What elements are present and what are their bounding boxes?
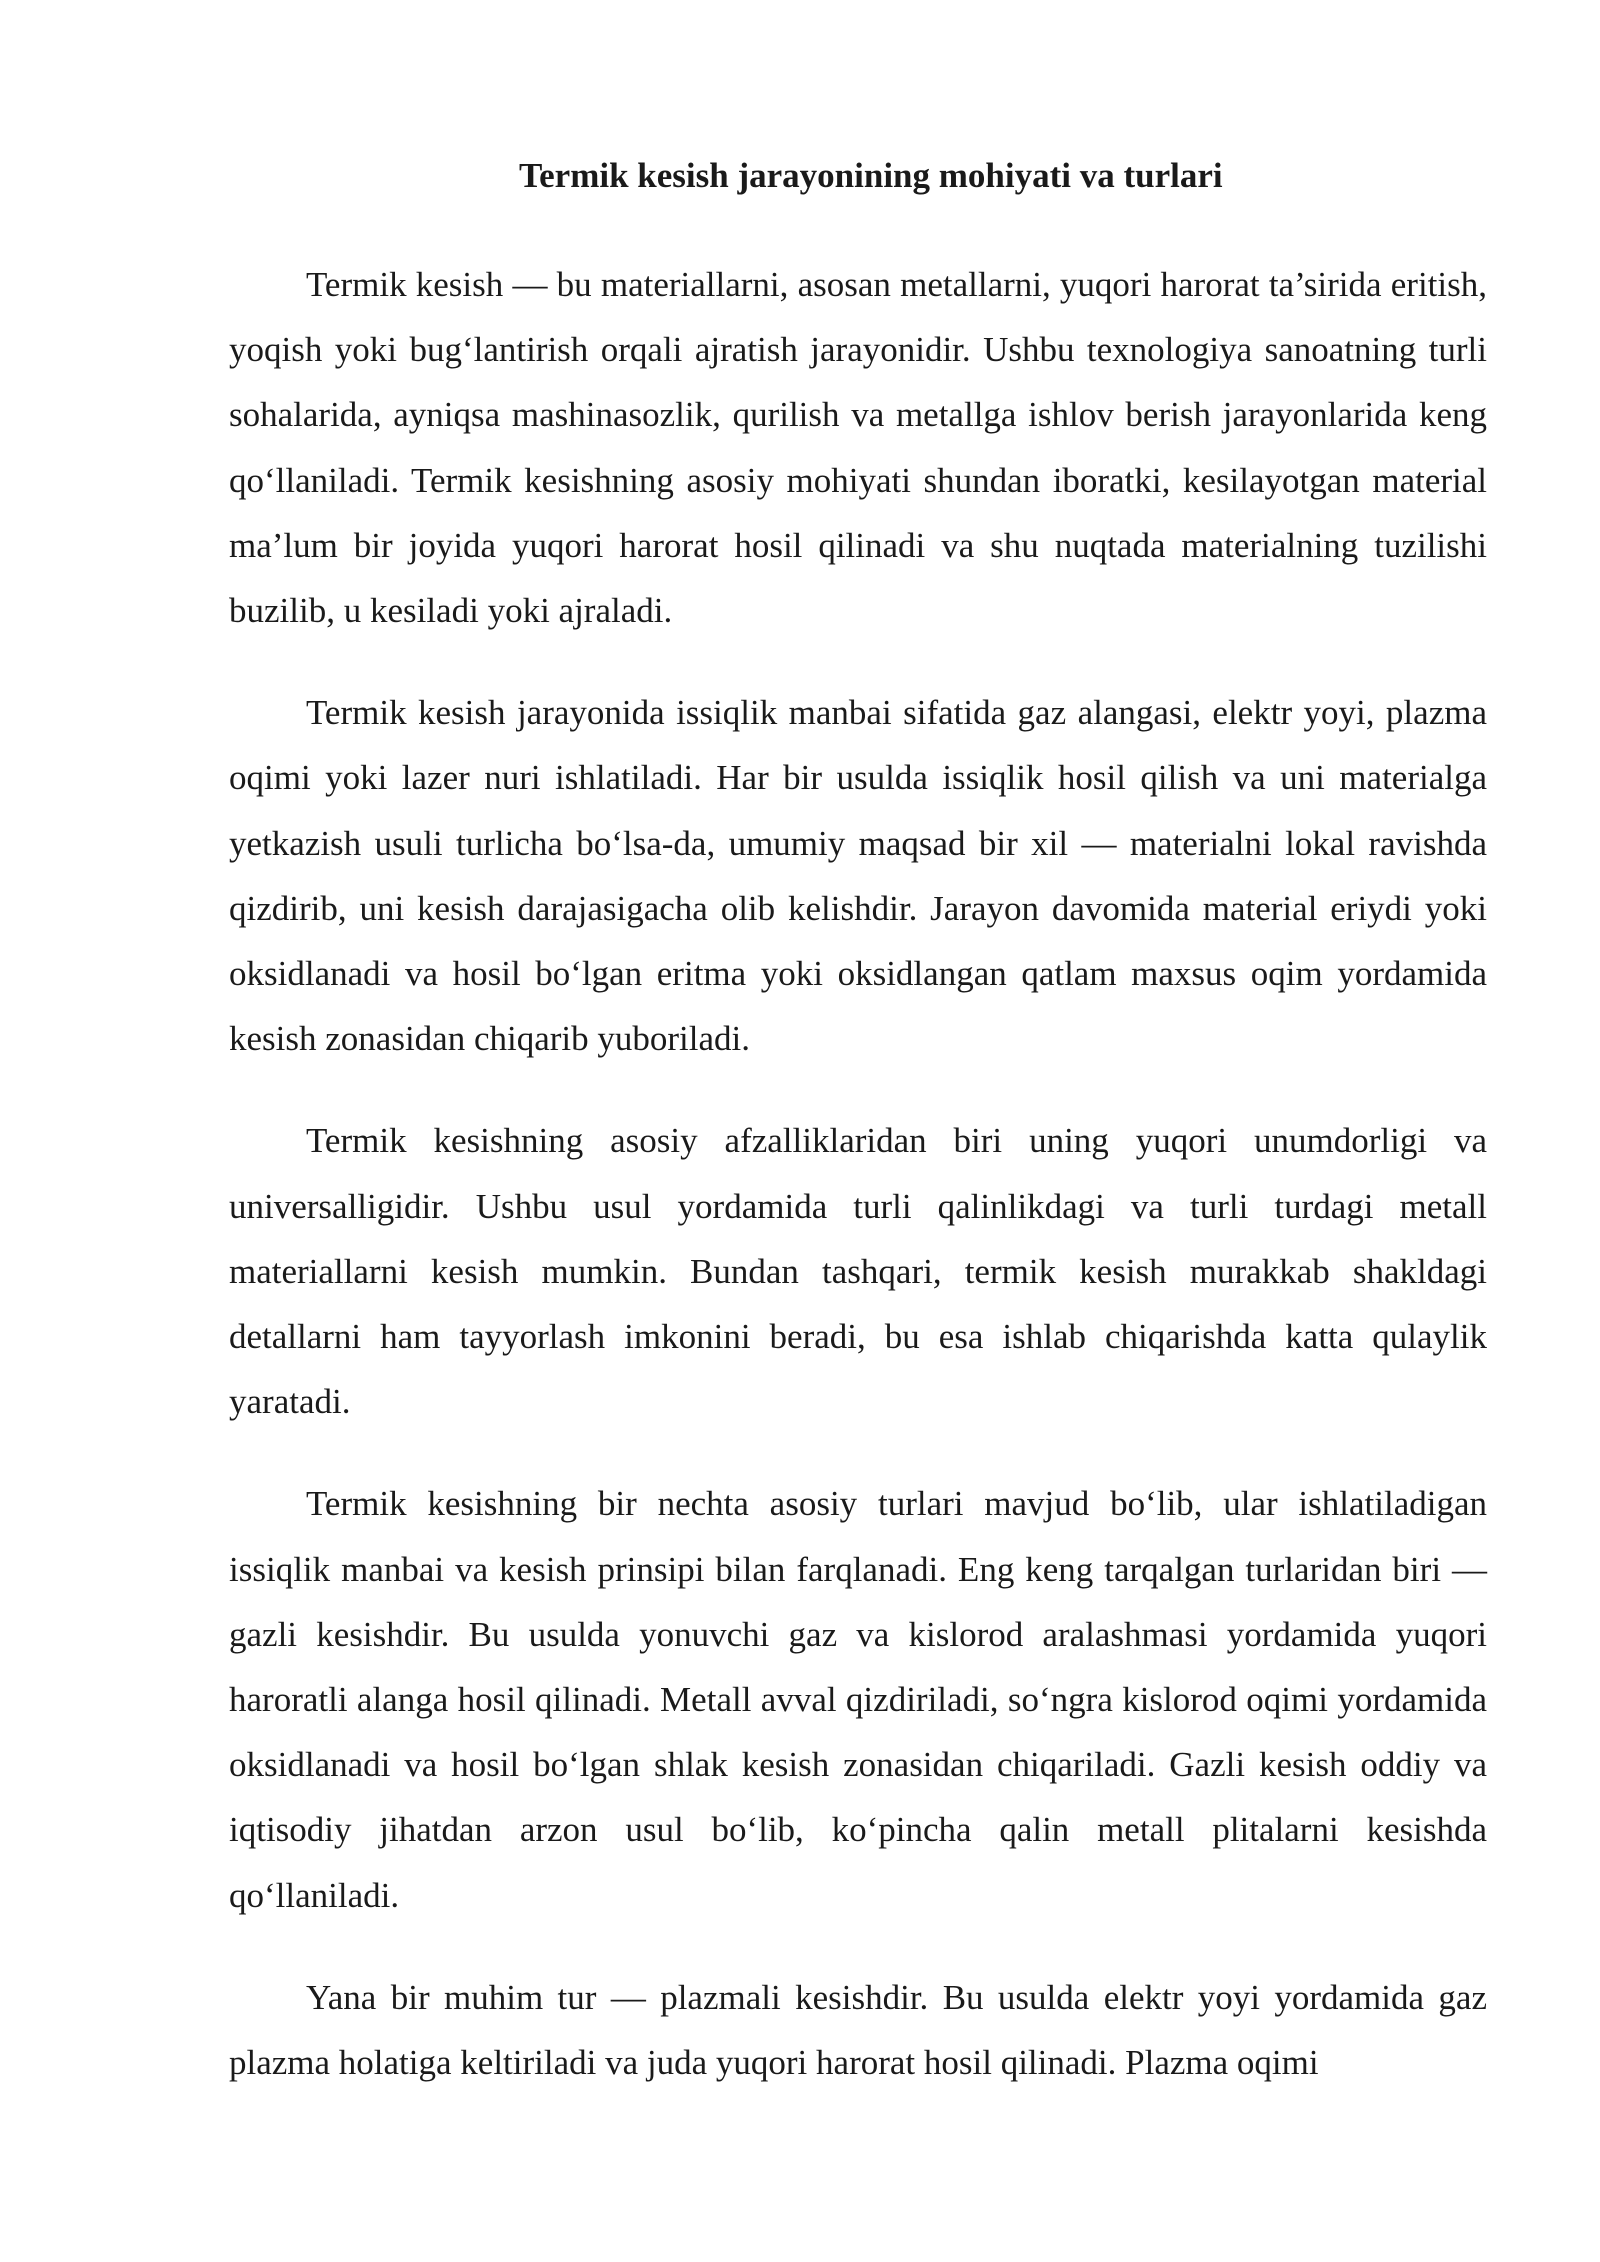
paragraph-gas-cutting: Termik kesishning bir nechta asosiy turlari mavjud bo‘lib, ular ishlatiladigan issiqlik manbai va kesish prinsipi bilan farqlanadi. Eng keng tarqalgan turlaridan biri — gazli kesishdir. Bu usulda yonuvchi gaz va kislorod aralashmasi yordamida yuqori haroratli alanga hosil qilinadi. Metall avval qizdiriladi, so‘ngra kislorod oqimi yordamida oksidlanadi va hosil bo‘lgan shlak kesish zonasidan chiqariladi. Gazli kesish oddiy va iqtisodiy jihatdan arzon usul bo‘lib, ko‘pincha qalin metall plitalarni kesishda qo‘llaniladi. xyxy=(229,1484,1487,1915)
paragraph-heat-sources: Termik kesish jarayonida issiqlik manbai sifatida gaz alangasi, elektr yoyi, plazma oqimi yoki lazer nuri ishlatiladi. Har bir usulda issiqlik hosil qilish va uni materialga yetkazish usuli turlicha bo‘lsa-da, umumiy maqsad bir xil — materialni lokal ravishda qizdirib, uni kesish darajasigacha olib kelishdir. Jarayon davomida material eriydi yoki oksidlanadi va hosil bo‘lgan eritma yoki oksidlangan qatlam maxsus oqim yordamida kesish zonasidan chiqarib yuboriladi. xyxy=(229,693,1487,1059)
paragraph-plasma-cutting: Yana bir muhim tur — plazmali kesishdir. Bu usulda elektr yoyi yordamida gaz plazma holatiga keltiriladi va juda yuqori harorat hosil qilinadi. Plazma oqimi xyxy=(229,1977,1487,2083)
document-title: Termik kesish jarayonining mohiyati va turlari xyxy=(519,156,1223,195)
paragraph-definition: Termik kesish — bu materiallarni, asosan metallarni, yuqori harorat ta’sirida eritish, yoqish yoki bug‘lantirish orqali ajratish jarayonidir. Ushbu texnologiya sanoatning turli sohalarida, ayniqsa mashinasozlik, qurilish va metallga ishlov berish jarayonlarida keng qo‘llaniladi. Termik kesishning asosiy mohiyati shundan iboratki, kesilayotgan material ma’lum bir joyida yuqori harorat hosil qilinadi va shu nuqtada materialning tuzilishi buzilib, u kesiladi yoki ajraladi. xyxy=(229,265,1487,631)
document-page xyxy=(229,150,1487,2095)
paragraph-advantages: Termik kesishning asosiy afzalliklaridan biri uning yuqori unumdorligi va universalligidir. Ushbu usul yordamida turli qalinlikdagi va turli turdagi metall materiallarni kesish mumkin. Bundan tashqari, termik kesish murakkab shakldagi detallarni ham tayyorlash imkonini beradi, bu esa ishlab chiqarishda katta qulaylik yaratadi. xyxy=(229,1121,1487,1422)
